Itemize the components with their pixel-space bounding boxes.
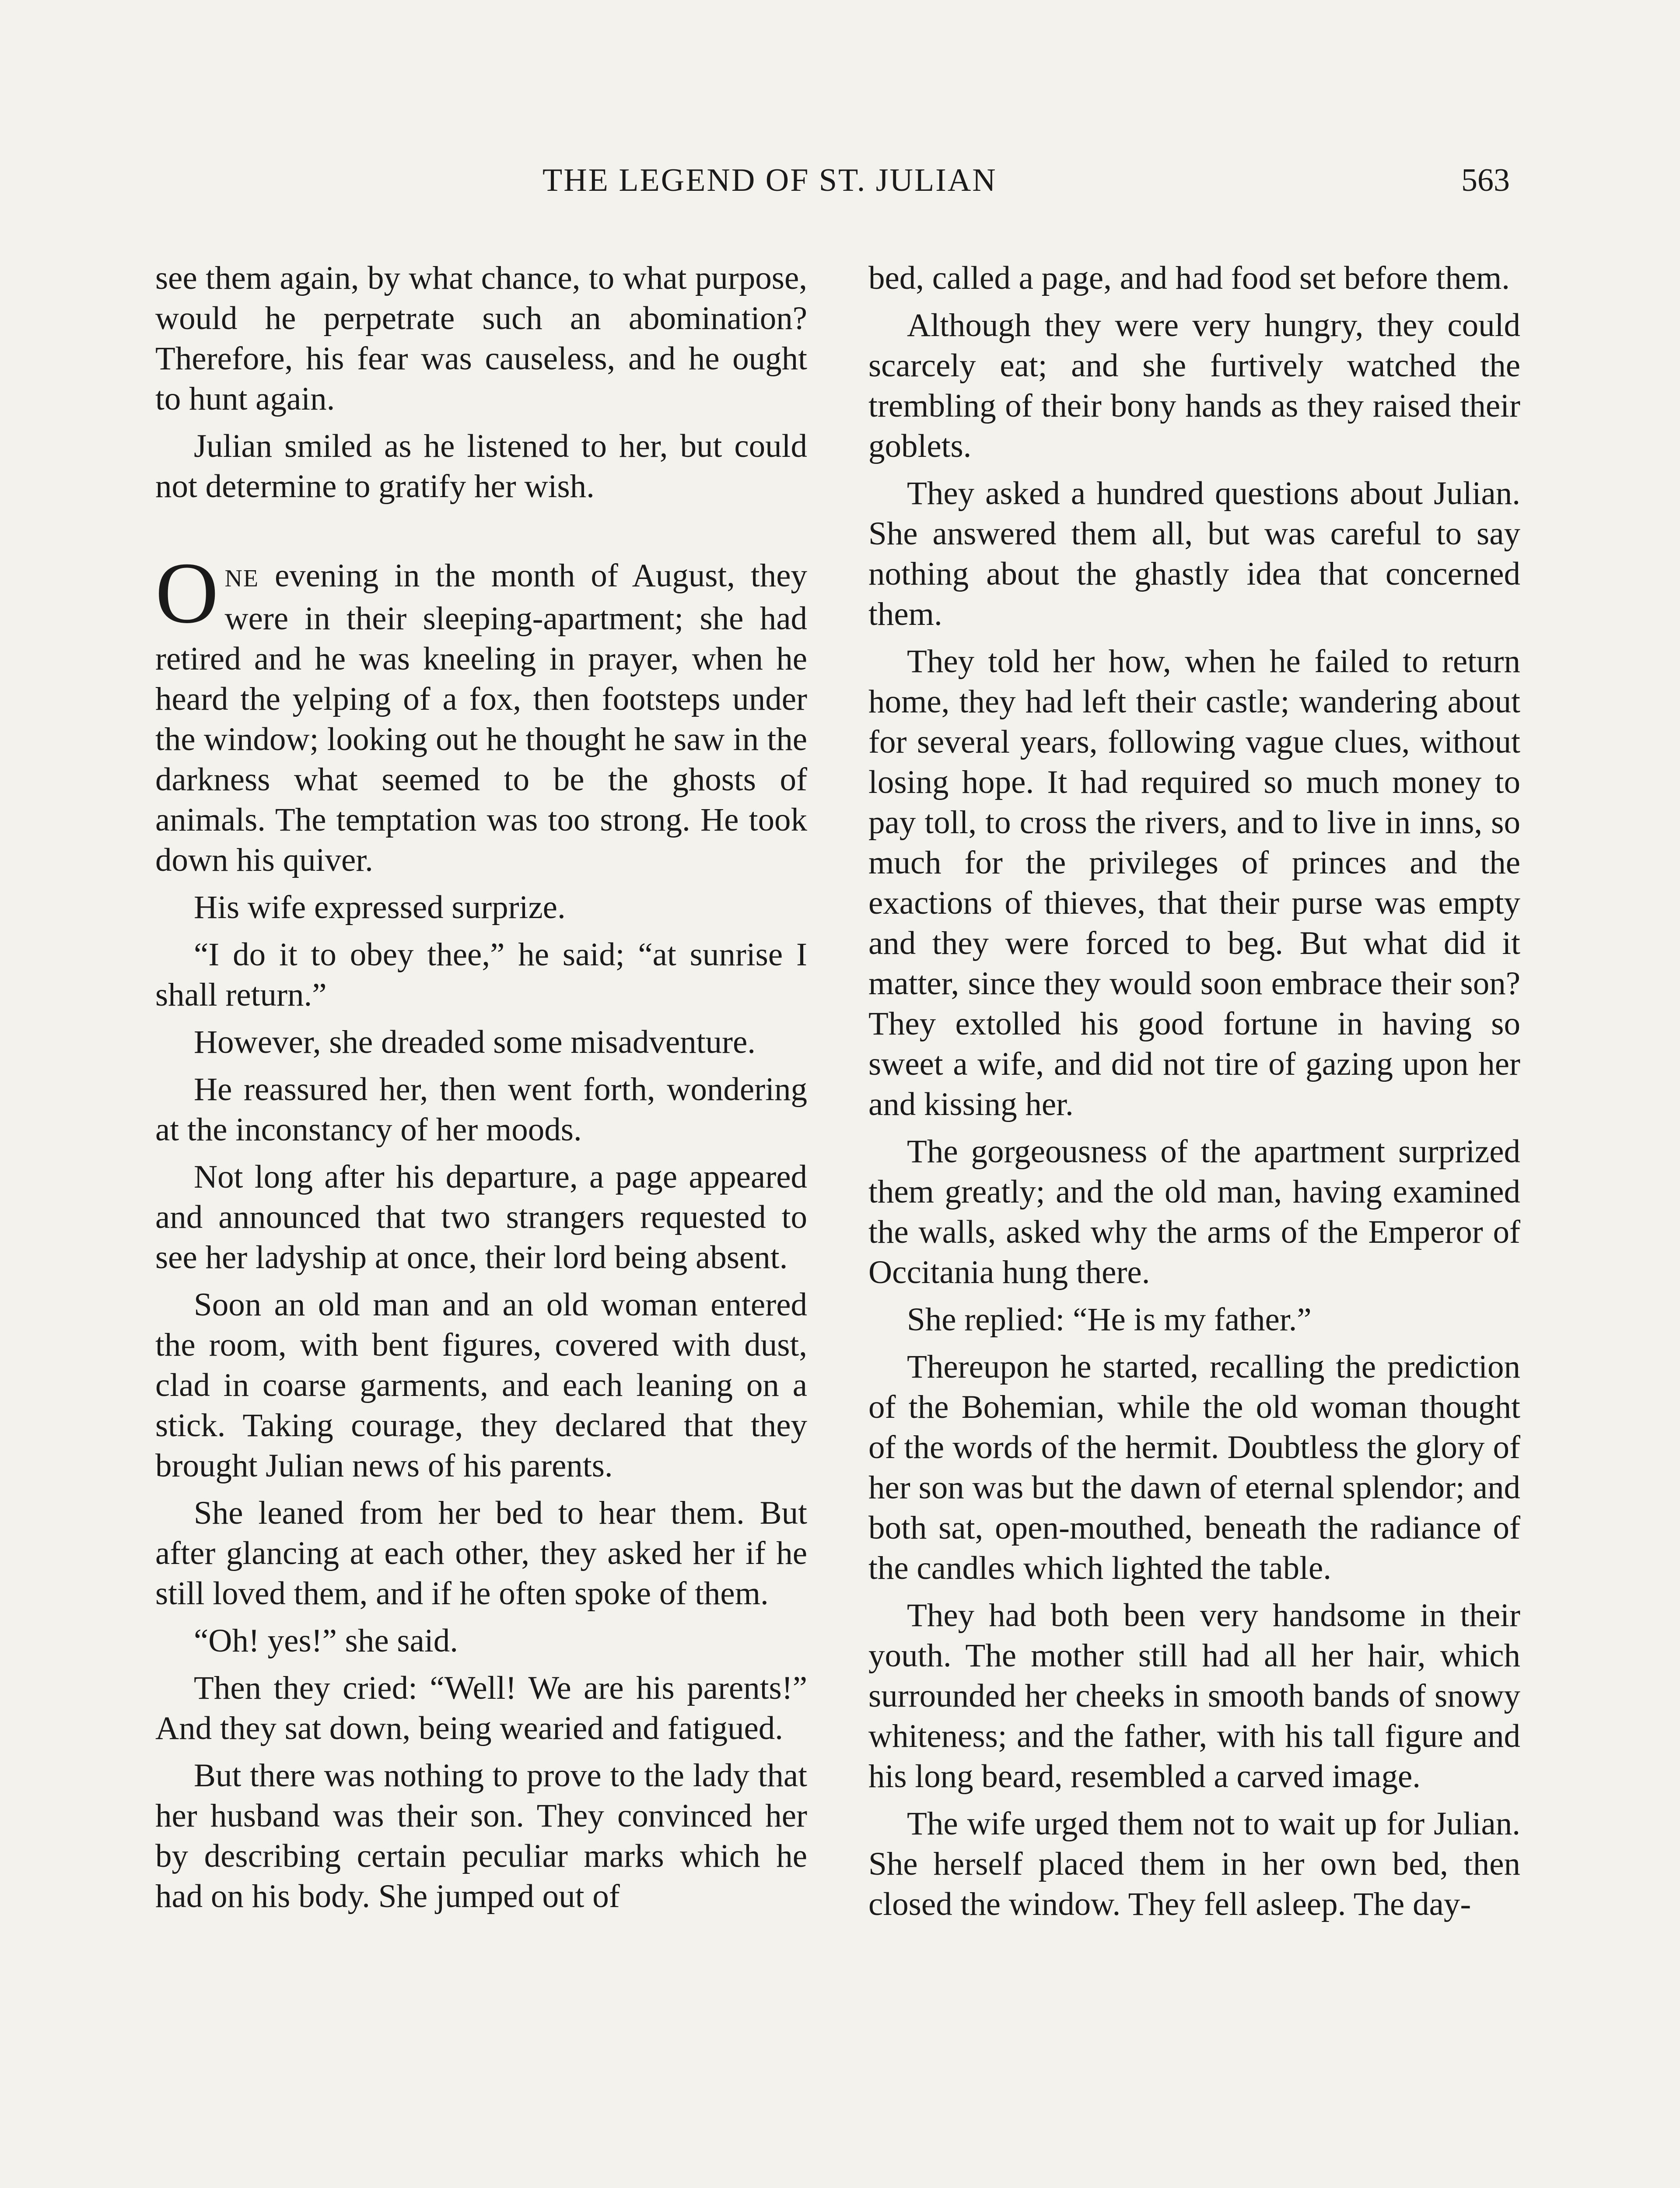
paragraph: She leaned from her bed to hear them. But after glancing at each other, they asked her if he still loved them, and if he often spoke of them. <box>155 1495 807 1612</box>
paragraph: Not long after his departure, a page appeared and announced that two strangers requested to see her ladyship at once, their lord being absent. <box>155 1159 807 1276</box>
paragraph: see them again, by what chance, to what purpose, would he perpetrate such an abomination? Therefore, his fear was causeless, and he ought to hunt again. <box>155 260 807 417</box>
paragraph: The wife urged them not to wait up for Julian. She herself placed them in her own bed, then closed the window. They fell asleep. The day- <box>868 1806 1520 1922</box>
page-number: 563 <box>1461 162 1510 198</box>
drop-cap: O <box>155 545 219 642</box>
paragraph: But there was nothing to prove to the lady that her husband was their son. They convinced her by describing certain peculiar marks which he had on his body. She jumped out of <box>155 1757 807 1914</box>
paragraph: Julian smiled as he listened to her, but could not determine to gratify her wish. <box>155 428 807 505</box>
small-caps-word: NE <box>224 565 259 592</box>
paragraph: They told her how, when he failed to return home, they had left their castle; wandering about for several years, following vague clues, without losing hope. It had required so much money to pay toll, to cross the rivers, and to live in inns, so much for the privileges of princes and the exactions of thieves, that their purse was empty and they were forced to beg. But what did it matter, since they would soon embrace their son? They extolled his good fortune in having so sweet a wife, and did not tire of gazing upon her and kissing her. <box>868 643 1520 1122</box>
paragraph: Then they cried: “Well! We are his parents!” And they sat down, being wearied and fatigued. <box>155 1670 807 1746</box>
paragraph: They had both been very handsome in their youth. The mother still had all her hair, which surrounded her cheeks in smooth bands of snowy whiteness; and the father, with his tall figure and his long beard, resembled a carved image. <box>868 1597 1520 1795</box>
paragraph: Thereupon he started, recalling the prediction of the Bohemian, while the old woman thought of the words of the hermit. Doubtless the glory of her son was but the dawn of eternal splendor; and both sat, open-mouthed, beneath the radiance of the candles which lighted the table. <box>868 1349 1520 1586</box>
paragraph: The gorgeousness of the apartment surprized them greatly; and the old man, having examined the walls, asked why the arms of the Emperor of Occitania hung there. <box>868 1133 1520 1290</box>
paragraph-text: evening in the month of August, they were in their sleeping-apartment; she had retired and he was kneeling in prayer, when he heard the yelping of a fox, then footsteps under the window; looking out he thought he saw in the darkness what seemed to be the ghosts of animals. The temptation was too strong. He took down his quiver. <box>155 558 807 878</box>
paragraph: His wife expressed surprize. <box>194 889 566 926</box>
paragraph: However, she dreaded some misadventure. <box>194 1024 756 1060</box>
paragraph: bed, called a page, and had food set before them. <box>868 260 1510 296</box>
paragraph: They asked a hundred questions about Julian. She answered them all, but was careful to say nothing about the ghastly idea that concerned them. <box>868 475 1520 632</box>
running-title: THE LEGEND OF ST. JULIAN <box>542 162 997 198</box>
right-column <box>868 258 1520 1932</box>
section-start-paragraph <box>155 545 807 880</box>
paragraph: She replied: “He is my father.” <box>907 1301 1312 1338</box>
paragraph: “Oh! yes!” she said. <box>194 1623 458 1659</box>
paragraph: He reassured her, then went forth, wondering at the inconstancy of her moods. <box>155 1071 807 1148</box>
paragraph: Although they were very hungry, they could scarcely eat; and she furtively watched the trembling of their bony hands as they raised their goblets. <box>868 307 1520 464</box>
paragraph: Soon an old man and an old woman entered the room, with bent figures, covered with dust, clad in coarse garments, and each leaning on a stick. Taking courage, they declared that they brought Julian news of his parents. <box>155 1287 807 1484</box>
paragraph: “I do it to obey thee,” he said; “at sunrise I shall return.” <box>155 936 807 1013</box>
left-column <box>155 258 807 1924</box>
